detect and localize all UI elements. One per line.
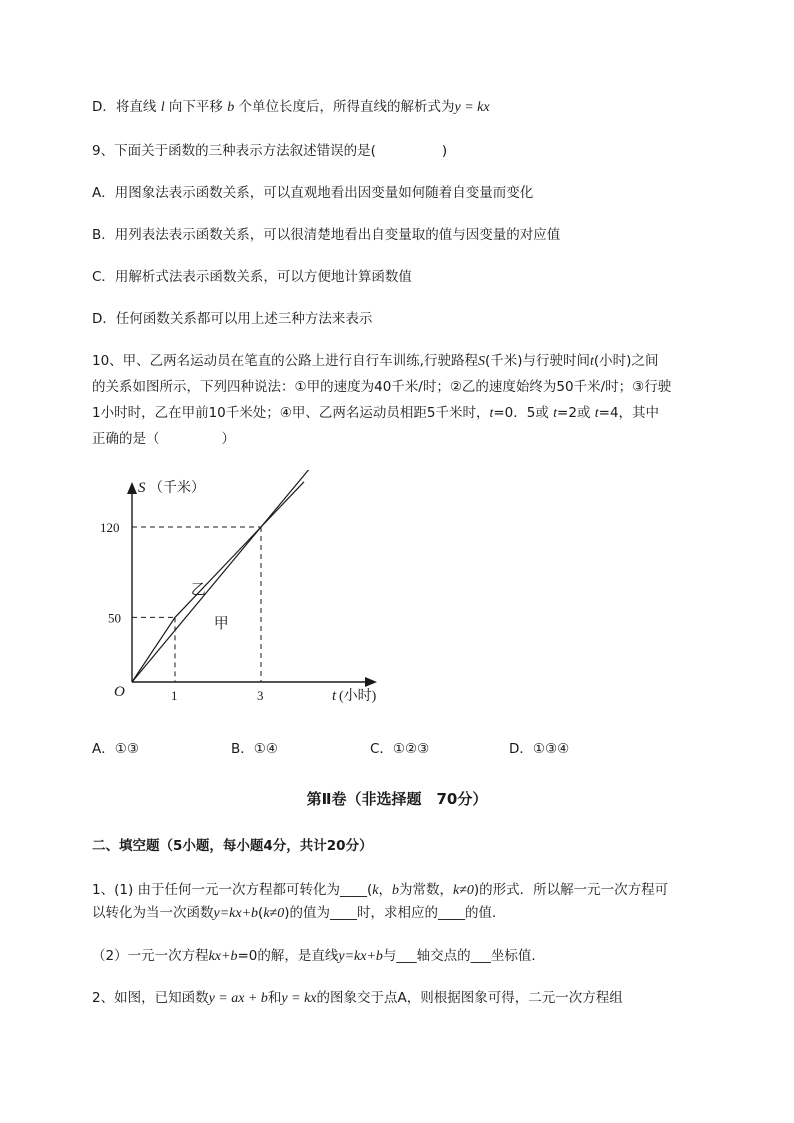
q10-line-3	[92, 403, 659, 424]
y-axis-label-unit: （千米）	[149, 481, 205, 496]
q10-var-t: t	[489, 406, 494, 421]
fill1-equation: kx+b	[208, 949, 238, 964]
q8-text: 个单位长度后，所得直线的解析式为	[238, 99, 455, 115]
y-tick-label-50: 50	[108, 610, 121, 626]
q10-text: (千米)与行驶时间	[484, 353, 591, 369]
fill1-k-nonzero: k≠0	[263, 906, 285, 921]
fill2-line	[92, 988, 623, 1009]
q9-stem-text: 9、下面关于函数的三种表示方法叙述错误的是(	[92, 143, 376, 159]
q10-option-a: A．①③	[92, 741, 139, 757]
q10-option-d: D．①③④	[509, 741, 570, 757]
y-axis-label-var: S	[138, 480, 146, 496]
x-axis-arrow	[365, 677, 377, 687]
fill1-line: y=kx+b	[338, 949, 383, 964]
q8-text: D．将直线	[92, 99, 157, 115]
x-tick-label-1: 1	[171, 688, 178, 703]
q10-line-2: 的关系如图所示，下列四种说法：①甲的速度为40千米/时；②乙的速度始终为50千米/时；③行驶	[92, 379, 672, 395]
q10-text: =4，其中	[598, 405, 660, 421]
q8-option-d	[92, 97, 490, 118]
q10-text: =2或	[557, 405, 591, 421]
fill1-k-nonzero: k≠0	[453, 883, 474, 898]
q10-text: 正确的是（	[92, 431, 160, 447]
q10-text: 10、甲、乙两名运动员在笔直的公路上进行自行车训练,行驶路程	[92, 353, 478, 369]
fill2-function-2: y = kx	[281, 991, 317, 1006]
q10-text: =0．5或	[493, 405, 549, 421]
fill1-text: (	[258, 905, 264, 921]
y-axis-arrow	[127, 482, 137, 494]
fill2-function-1: y = ax + b	[208, 991, 268, 1006]
x-axis-label-unit: (小时)	[339, 689, 377, 704]
fill1-var-b: b	[392, 883, 399, 898]
q8-var-l: l	[160, 100, 165, 115]
fill1-text: 1、(1) 由于任何一元一次方程都可转化为____(	[92, 882, 373, 898]
q8-formula: y = kx	[454, 100, 490, 115]
fill1-var-k: k	[372, 883, 379, 898]
fill1-line-2	[92, 903, 506, 924]
q10-var-t: t	[590, 354, 594, 369]
fill2-text: 和	[267, 990, 282, 1006]
origin-label: O	[114, 684, 125, 700]
fill1-function: y=kx+b	[213, 906, 259, 921]
x-tick-label-3: 3	[257, 688, 264, 703]
q9-option-b: B．用列表法表示函数关系，可以很清楚地看出自变量取的值与因变量的对应值	[92, 227, 561, 243]
q10-var-t: t	[594, 406, 599, 421]
x-axis-label-var: t	[332, 688, 337, 704]
series-jia-label: 甲	[213, 615, 229, 632]
q10-text: ）	[221, 431, 235, 447]
fill1-text: 与___轴交点的___坐标值．	[382, 948, 545, 964]
section-title: 二、填空题（5小题，每小题4分，共计20分）	[92, 838, 373, 854]
q10-line-4	[92, 429, 235, 449]
q9-option-a: A．用图象法表示函数关系，可以直观地看出因变量如何随着自变量而变化	[92, 185, 534, 201]
q10-var-t: t	[553, 406, 558, 421]
q10-text: (小时)之间	[593, 353, 659, 369]
q10-option-b: B．①④	[231, 741, 278, 757]
y-tick-label-120: 120	[100, 520, 120, 535]
fill1-line-3	[92, 946, 545, 967]
fill1-comma: ，	[378, 882, 392, 898]
part2-title: 第Ⅱ卷（非选择题 70分）	[306, 790, 488, 808]
q8-text: 向下平移	[168, 99, 223, 115]
fill1-text: )的形式．所以解一元一次方程可	[473, 882, 669, 898]
q8-var-b: b	[227, 100, 235, 115]
q9-stem-end: )	[441, 143, 448, 159]
q9-option-d: D．任何函数关系都可以用上述三种方法来表示	[92, 311, 373, 327]
fill1-text: 以转化为当一次函数	[92, 905, 214, 921]
q10-line-1	[92, 351, 658, 372]
fill2-text: 的图象交于点A，则根据图象可得，二元一次方程组	[316, 990, 623, 1006]
fill1-text: 为常数，	[399, 882, 453, 898]
fill1-line-1	[92, 880, 668, 901]
series-yi-label: 乙	[190, 582, 206, 599]
distance-time-chart	[80, 470, 420, 720]
q9-stem	[92, 141, 447, 161]
q10-var-s: S	[477, 354, 485, 369]
series-yi-line	[132, 482, 304, 682]
q10-option-c: C．①②③	[370, 741, 430, 757]
q10-text: 1小时时，乙在甲前10千米处；④甲、乙两名运动员相距5千米时，	[92, 405, 490, 421]
q9-option-c: C．用解析式法表示函数关系，可以方便地计算函数值	[92, 269, 412, 285]
fill1-text: )的值为____时，求相应的____的值．	[284, 905, 506, 921]
fill2-text: 2、如图，已知函数	[92, 990, 209, 1006]
fill1-text: =0的解，是直线	[237, 948, 339, 964]
fill1-text: （2）一元一次方程	[92, 948, 209, 964]
